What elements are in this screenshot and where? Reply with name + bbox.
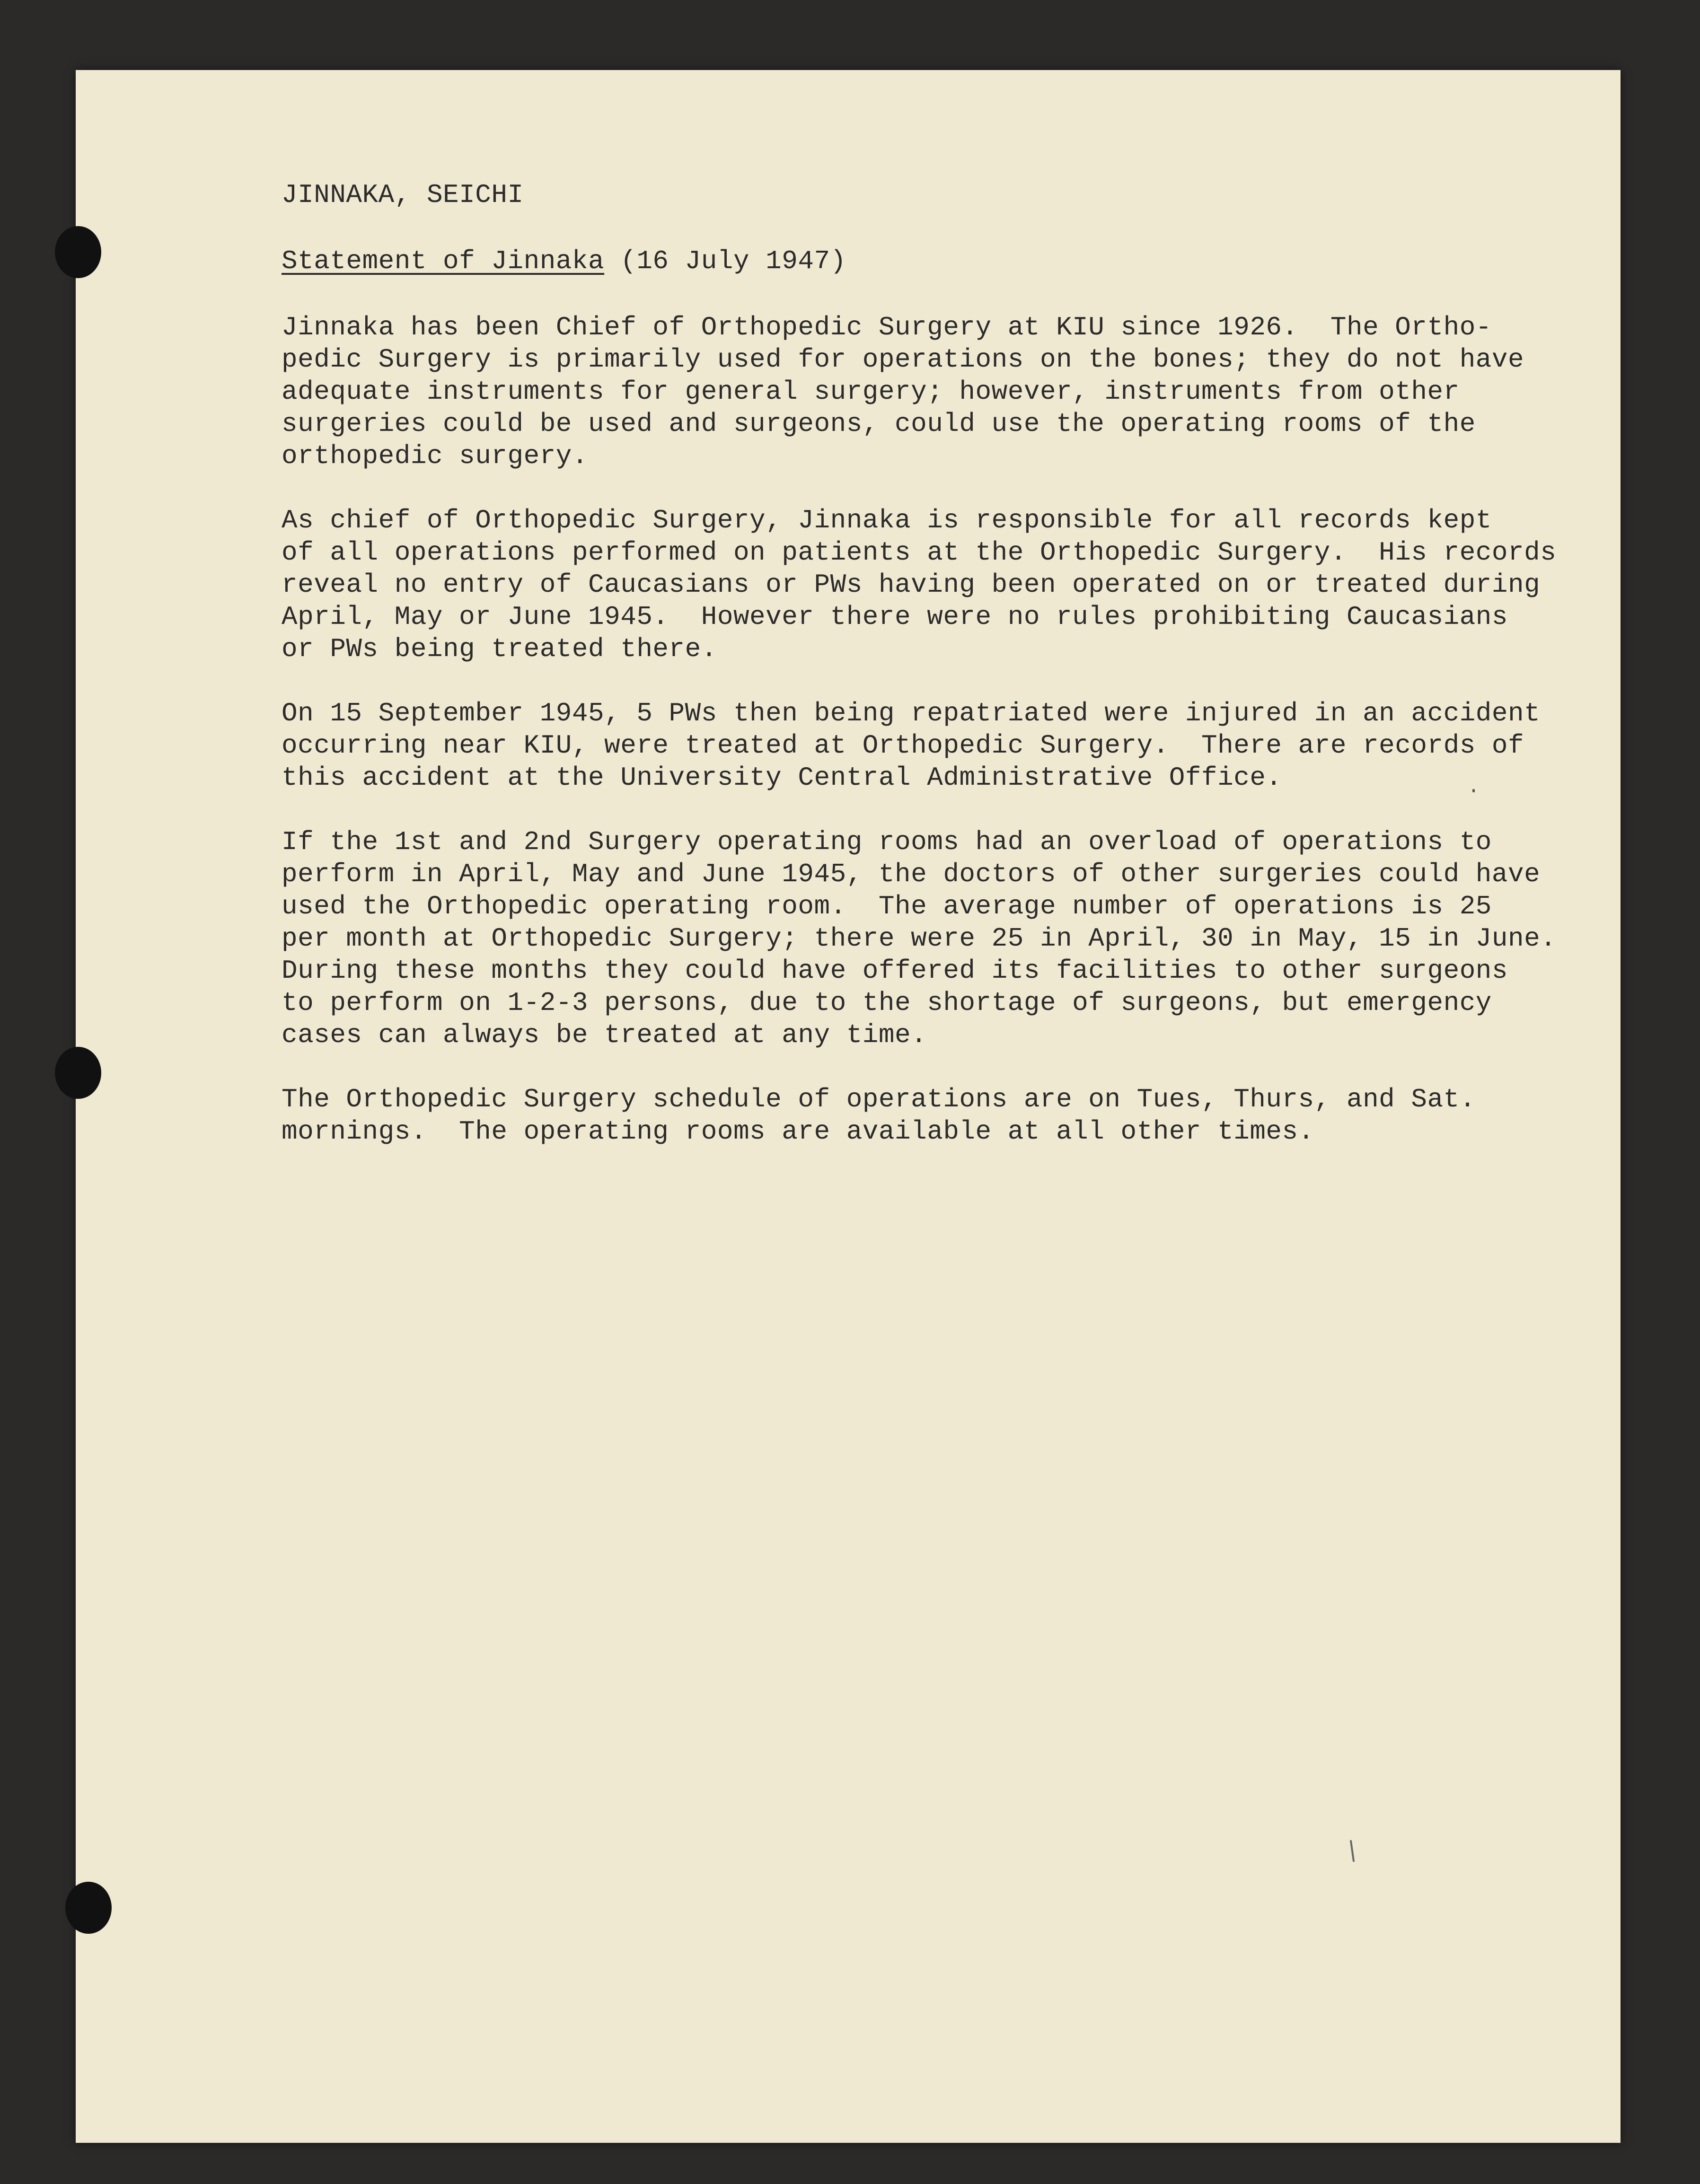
paragraph-line: surgeries could be used and surgeons, could use the operating rooms of the [282,409,1476,439]
paragraph-line: to perform on 1-2-3 persons, due to the shortage of surgeons, but emergency [282,988,1492,1018]
paragraph-line: per month at Orthopedic Surgery; there were 25 in April, 30 in May, 15 in June. [282,923,1557,954]
paragraph-line: reveal no entry of Caucasians or PWs having been operated on or treated during [282,570,1541,600]
paragraph-1 [282,311,1568,472]
punch-hole-top [55,226,101,278]
paragraph-line: As chief of Orthopedic Surgery, Jinnaka is responsible for all records kept [282,505,1492,535]
statement-title [282,245,1568,277]
paragraph-line: cases can always be treated at any time. [282,1020,927,1050]
paragraph-line: During these months they could have offered its facilities to other surgeons [282,956,1508,986]
paragraph-line: used the Orthopedic operating room. The average number of operations is 25 [282,891,1492,921]
paragraph-line: of all operations performed on patients at the Orthopedic Surgery. His records [282,537,1557,568]
punch-hole-bottom [65,1882,112,1934]
paragraph-line: perform in April, May and June 1945, the doctors of other surgeries could have [282,859,1541,889]
paragraph-line: orthopedic surgery. [282,441,589,471]
paragraph-line: occurring near KIU, were treated at Orthopedic Surgery. There are records of [282,730,1524,761]
statement-body [282,311,1568,1148]
paragraph-line: April, May or June 1945. However there were no rules prohibiting Caucasians [282,602,1508,632]
paragraph-2 [282,504,1568,665]
paragraph-line: or PWs being treated there. [282,634,717,664]
punch-hole-middle [55,1047,101,1099]
paragraph-4 [282,826,1568,1051]
paragraph-line: this accident at the University Central Administrative Office. [282,763,1282,793]
paragraph-line: Jinnaka has been Chief of Orthopedic Surgery at KIU since 1926. The Ortho- [282,312,1492,342]
paragraph-line: The Orthopedic Surgery schedule of operations are on Tues, Thurs, and Sat. [282,1084,1476,1114]
paragraph-line: pedic Surgery is primarily used for operations on the bones; they do not have [282,344,1524,375]
paragraph-line: On 15 September 1945, 5 PWs then being repatriated were injured in an accident [282,698,1541,728]
paragraph-line: adequate instruments for general surgery; however, instruments from other [282,377,1460,407]
typed-document [282,179,1568,1180]
paragraph-5 [282,1083,1568,1148]
document-heading: JINNAKA, SEICHI [282,180,524,210]
paragraph-3 [282,697,1568,794]
statement-date: (16 July 1947) [620,246,846,276]
paragraph-line: If the 1st and 2nd Surgery operating rooms had an overload of operations to [282,827,1492,857]
statement-title-underlined: Statement of Jinnaka [282,246,605,276]
paragraph-line: mornings. The operating rooms are available at all other times. [282,1116,1314,1147]
